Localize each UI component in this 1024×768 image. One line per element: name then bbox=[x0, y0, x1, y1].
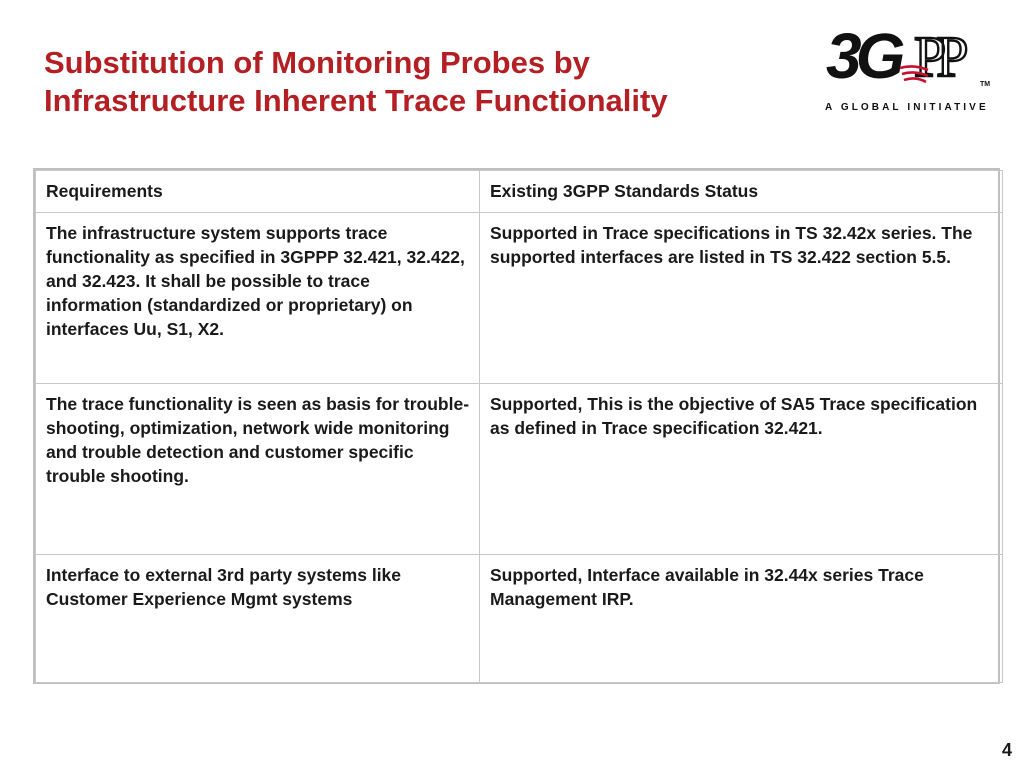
requirement-cell: Interface to external 3rd party systems like Customer Experience Mgmt systems bbox=[36, 555, 480, 683]
status-cell: Supported, This is the objective of SA5 Trace specification as defined in Trace specification 32.421. bbox=[480, 384, 1003, 555]
table-row bbox=[36, 555, 1003, 683]
3gpp-logo bbox=[822, 8, 1002, 118]
3gpp-logo-pp: PP bbox=[914, 24, 959, 89]
status-cell: Supported in Trace specifications in TS 32.42x series. The supported interfaces are listed in TS 32.422 section 5.5. bbox=[480, 213, 1003, 384]
requirements-table-container bbox=[33, 168, 1000, 684]
slide-title bbox=[44, 44, 804, 120]
requirements-table bbox=[35, 170, 1003, 683]
requirement-cell: The infrastructure system supports trace functionality as specified in 3GPPP 32.421, 32.422, and 32.423. It shall be possible to trace information (standardized or proprietary) on interfaces Uu, S1, X2. bbox=[36, 213, 480, 384]
3gpp-logo-tm: TM bbox=[980, 81, 991, 88]
3gpp-logo-tagline: A GLOBAL INITIATIVE bbox=[825, 102, 989, 113]
slide-title-line-2: Infrastructure Inherent Trace Functionality bbox=[44, 83, 668, 118]
slide-title-line-1: Substitution of Monitoring Probes by bbox=[44, 45, 590, 80]
status-cell: Supported, Interface available in 32.44x series Trace Management IRP. bbox=[480, 555, 1003, 683]
header-standards-status: Existing 3GPP Standards Status bbox=[480, 171, 1003, 213]
table-row bbox=[36, 384, 1003, 555]
requirement-cell: The trace functionality is seen as basis for trouble-shooting, optimization, network wide monitoring and trouble detection and customer specific trouble shooting. bbox=[36, 384, 480, 555]
3gpp-logo-graphic bbox=[822, 8, 1002, 118]
page-number: 4 bbox=[1001, 740, 1012, 760]
table-row bbox=[36, 213, 1003, 384]
header-requirements: Requirements bbox=[36, 171, 480, 213]
table-header-row bbox=[36, 171, 1003, 213]
3gpp-logo-3g: 3G bbox=[826, 20, 900, 92]
3gpp-logo-mark bbox=[826, 20, 990, 92]
